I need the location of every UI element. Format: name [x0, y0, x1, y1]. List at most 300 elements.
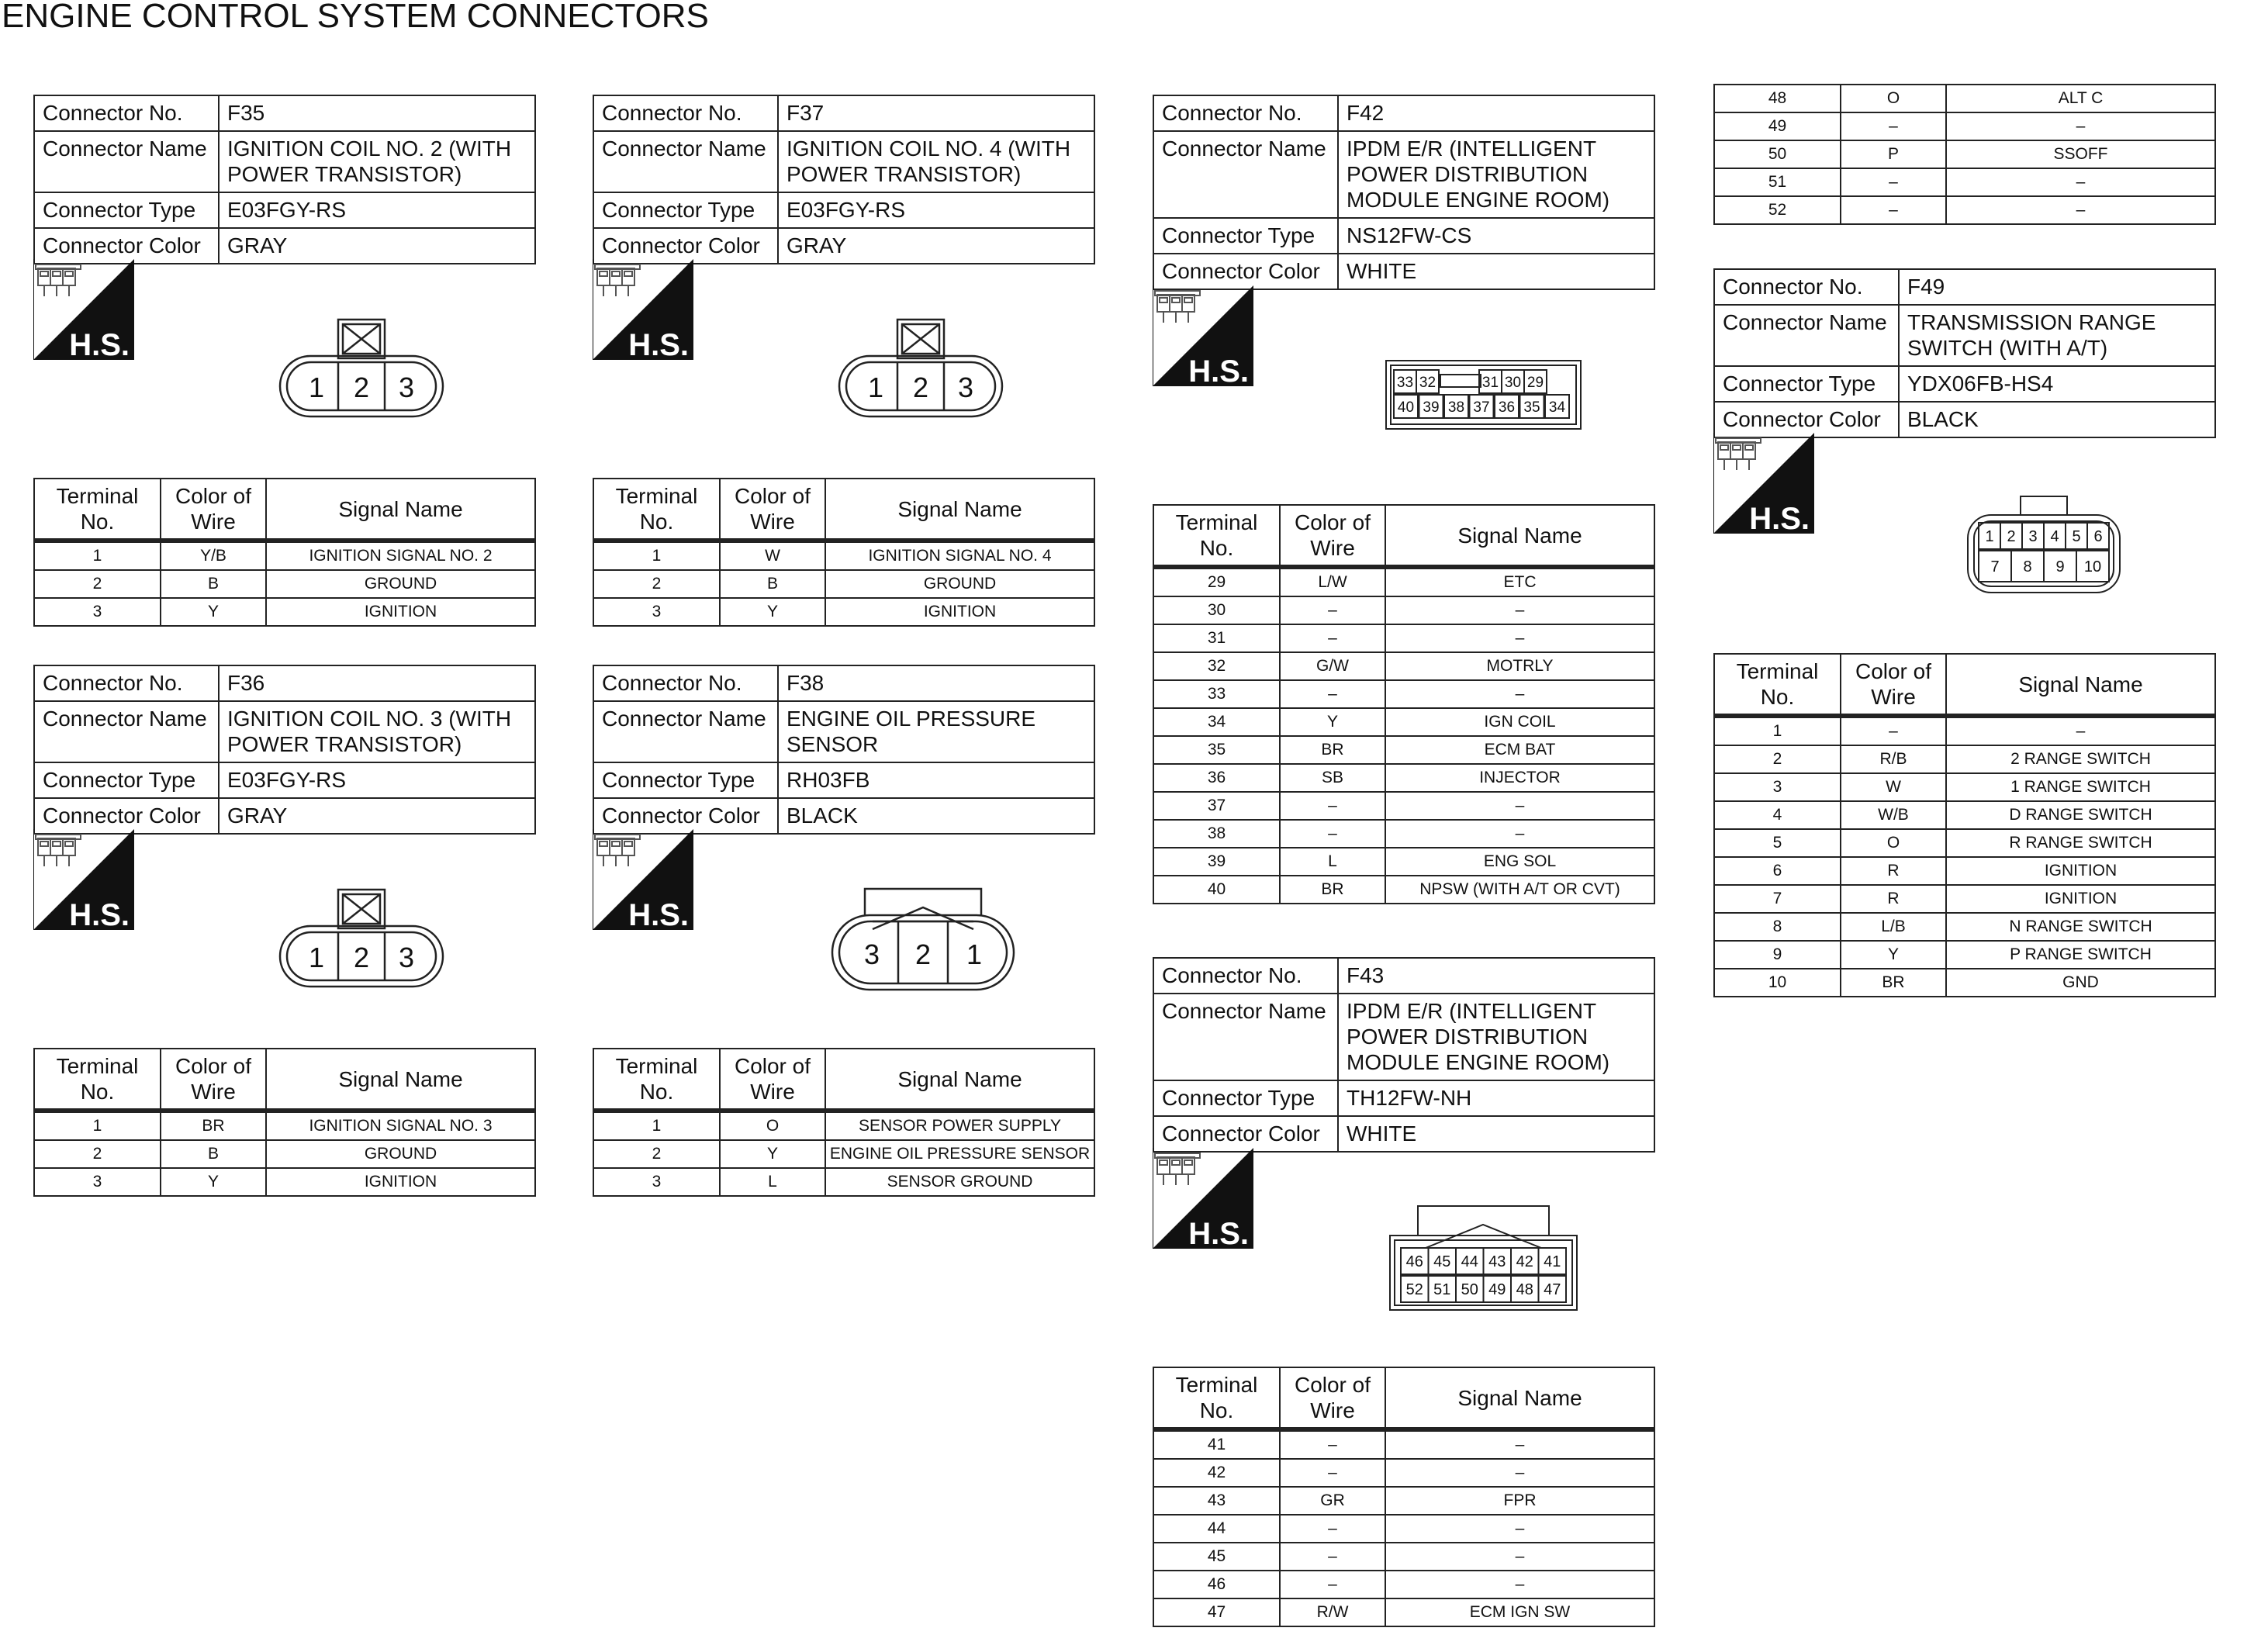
hs-icon [1153, 285, 1253, 386]
signal-name: 2 RANGE SWITCH [1946, 745, 2215, 773]
signal-name: SENSOR POWER SUPPLY [825, 1111, 1094, 1140]
signal-name: ENG SOL [1385, 848, 1654, 876]
connector-type-value: TH12FW-NH [1338, 1080, 1654, 1116]
connector-name-label: Connector Name [34, 131, 219, 192]
terminal-no: 32 [1153, 652, 1280, 680]
wire-color: – [1841, 716, 1946, 745]
pin-label: 3 [398, 372, 415, 403]
pin-label: 3 [398, 942, 415, 973]
connector-name-label: Connector Name [1714, 305, 1899, 366]
terminal-row [593, 1168, 1094, 1196]
wire-color: B [720, 570, 825, 598]
connector-diagram-f49 [1966, 493, 2121, 594]
connector-type-label: Connector Type [593, 762, 778, 798]
connector-info-table [593, 665, 1095, 835]
pin-label: 31 [1481, 375, 1499, 391]
terminal-row [1714, 941, 2215, 969]
connector-color-row [1153, 254, 1654, 289]
terminal-no: 52 [1714, 196, 1841, 224]
pin-label: 1 [867, 372, 884, 403]
connector-color-label: Connector Color [593, 228, 778, 264]
wire-color: – [1280, 1515, 1385, 1543]
signal-name: – [1385, 1543, 1654, 1571]
pin-label: 41 [1544, 1253, 1561, 1270]
terminal-no: 37 [1153, 792, 1280, 820]
terminal-row [34, 1168, 535, 1196]
hs-icon [33, 259, 134, 360]
terminal-no: 3 [593, 1168, 720, 1196]
wire-color: W [720, 541, 825, 570]
wire-color: Y [720, 598, 825, 626]
connector-diagram-f43 [1388, 1204, 1578, 1313]
signal-name: IGNITION [266, 1168, 535, 1196]
hs-icon [593, 259, 693, 360]
wire-color: BR [1841, 969, 1946, 997]
terminal-table [593, 478, 1095, 627]
terminal-no: 3 [34, 598, 161, 626]
signal-name: R RANGE SWITCH [1946, 829, 2215, 857]
wire-color: Y [161, 598, 266, 626]
terminal-table [1713, 653, 2216, 997]
wire-color: – [1280, 820, 1385, 848]
connector-no-row [1153, 95, 1654, 131]
connector-name-row [593, 701, 1094, 762]
signal-name-header: Signal Name [266, 479, 535, 541]
signal-name: – [1385, 1515, 1654, 1543]
pin-label: 6 [2093, 528, 2103, 545]
connector-type-row [1153, 218, 1654, 254]
connector-info-f35 [33, 95, 536, 264]
connector-diagram-f42 [1385, 359, 1582, 430]
terminal-no: 46 [1153, 1571, 1280, 1598]
connector-no-row [593, 665, 1094, 701]
wire-color-header: Color of Wire [1280, 1367, 1385, 1429]
terminal-table [1153, 1367, 1655, 1627]
wire-color: O [1841, 829, 1946, 857]
terminal-no: 36 [1153, 764, 1280, 792]
signal-name: IGNITION [825, 598, 1094, 626]
connector-type-value: E03FGY-RS [219, 192, 535, 228]
signal-name-header: Signal Name [1385, 1367, 1654, 1429]
terminal-no: 1 [1714, 716, 1841, 745]
terminal-table [1153, 504, 1655, 904]
signal-name: – [1946, 112, 2215, 140]
terminal-no: 48 [1714, 85, 1841, 112]
connector-no-row [1714, 269, 2215, 305]
signal-name: 1 RANGE SWITCH [1946, 773, 2215, 801]
pin-label: 35 [1523, 399, 1540, 416]
pin-label: 2 [2007, 528, 2016, 545]
pin-label: 52 [1405, 1281, 1423, 1298]
terminal-no: 43 [1153, 1487, 1280, 1515]
connector-info-table [593, 95, 1095, 264]
connector-info-table [33, 95, 536, 264]
terminal-row [34, 570, 535, 598]
terminal-no: 39 [1153, 848, 1280, 876]
connector-no-label: Connector No. [1153, 95, 1338, 131]
terminal-row [1153, 596, 1654, 624]
hs-label: H.S. [628, 898, 689, 930]
terminal-row [593, 541, 1094, 570]
terminal-no: 1 [593, 1111, 720, 1140]
signal-name: ALT C [1946, 85, 2215, 112]
connector-color-value: BLACK [1899, 402, 2215, 437]
pin-label: 1 [308, 942, 325, 973]
connector-no-value: F38 [778, 665, 1094, 701]
connector-color-label: Connector Color [1153, 1116, 1338, 1152]
wire-color: P [1841, 140, 1946, 168]
connector-no-label: Connector No. [1714, 269, 1899, 305]
connector-no-value: F37 [778, 95, 1094, 131]
hs-icon [1153, 1148, 1253, 1249]
terminal-no: 45 [1153, 1543, 1280, 1571]
connector-no-label: Connector No. [593, 95, 778, 131]
pin-label: 3 [863, 938, 880, 970]
pin-label: 44 [1461, 1253, 1478, 1270]
page-title: ENGINE CONTROL SYSTEM CONNECTORS [2, 0, 709, 35]
terminal-no: 1 [34, 541, 161, 570]
terminal-row [1153, 1571, 1654, 1598]
pin-label: 2 [912, 372, 929, 403]
wire-color: – [1280, 596, 1385, 624]
terminal-no: 5 [1714, 829, 1841, 857]
connector-no-value: F35 [219, 95, 535, 131]
terminal-table-f36 [33, 1048, 534, 1197]
pin-label: 5 [2072, 528, 2081, 545]
connector-type-row [34, 762, 535, 798]
terminal-table-f43-continued [1713, 84, 2214, 225]
signal-name: SENSOR GROUND [825, 1168, 1094, 1196]
signal-name: – [1385, 792, 1654, 820]
connector-diagram-f35 [276, 313, 447, 422]
terminal-row [1714, 801, 2215, 829]
terminal-no: 3 [1714, 773, 1841, 801]
terminal-row [1153, 876, 1654, 904]
connector-type-row [1714, 366, 2215, 402]
hs-icon [593, 829, 693, 930]
connector-name-label: Connector Name [1153, 131, 1338, 218]
connector-color-value: WHITE [1338, 1116, 1654, 1152]
connector-name-row [34, 131, 535, 192]
terminal-row [1153, 848, 1654, 876]
wire-color: – [1280, 792, 1385, 820]
connector-name-label: Connector Name [1153, 994, 1338, 1080]
hs-icon [33, 829, 134, 930]
connector-no-value: F49 [1899, 269, 2215, 305]
wire-color-header: Color of Wire [720, 1049, 825, 1111]
connector-color-label: Connector Color [1714, 402, 1899, 437]
connector-no-label: Connector No. [34, 665, 219, 701]
hs-label: H.S. [1188, 354, 1249, 386]
connector-name-row [1714, 305, 2215, 366]
signal-name: INJECTOR [1385, 764, 1654, 792]
signal-name: P RANGE SWITCH [1946, 941, 2215, 969]
terminal-row [1714, 829, 2215, 857]
terminal-table-header [34, 479, 535, 541]
terminal-row [593, 1140, 1094, 1168]
terminal-no: 6 [1714, 857, 1841, 885]
wire-color: R/B [1841, 745, 1946, 773]
terminal-no: 51 [1714, 168, 1841, 196]
wire-color: Y [1841, 941, 1946, 969]
terminal-no: 2 [1714, 745, 1841, 773]
pin-label: 48 [1516, 1281, 1533, 1298]
terminal-no: 34 [1153, 708, 1280, 736]
terminal-no: 3 [34, 1168, 161, 1196]
terminal-no: 38 [1153, 820, 1280, 848]
terminal-row [1153, 764, 1654, 792]
terminal-no: 3 [593, 598, 720, 626]
terminal-table-f49 [1713, 653, 2214, 997]
wire-color: GR [1280, 1487, 1385, 1515]
terminal-no: 29 [1153, 567, 1280, 596]
wire-color: L [720, 1168, 825, 1196]
terminal-row [1153, 792, 1654, 820]
wire-color: Y [1280, 708, 1385, 736]
connector-type-label: Connector Type [1714, 366, 1899, 402]
connector-color-value: GRAY [778, 228, 1094, 264]
terminal-row [1153, 567, 1654, 596]
terminal-row [1153, 1515, 1654, 1543]
pin-label: 7 [1990, 558, 2000, 575]
signal-name: – [1385, 1429, 1654, 1459]
terminal-no: 30 [1153, 596, 1280, 624]
connector-type-row [34, 192, 535, 228]
signal-name: GROUND [266, 1140, 535, 1168]
signal-name: – [1946, 168, 2215, 196]
signal-name: GROUND [266, 570, 535, 598]
connector-info-f43 [1153, 957, 1655, 1153]
terminal-row [1153, 1429, 1654, 1459]
pin-label: 29 [1526, 375, 1544, 391]
terminal-no: 35 [1153, 736, 1280, 764]
connector-name-value: IPDM E/R (INTELLIGENT POWER DISTRIBUTION MODULE ENGINE ROOM) [1338, 131, 1654, 218]
connector-name-value: ENGINE OIL PRESSURE SENSOR [778, 701, 1094, 762]
wire-color: R [1841, 885, 1946, 913]
connector-type-row [1153, 1080, 1654, 1116]
wire-color: L/W [1280, 567, 1385, 596]
pin-label: 32 [1419, 375, 1436, 391]
terminal-table-f37 [593, 478, 1094, 627]
terminal-row [34, 1140, 535, 1168]
hs-label: H.S. [69, 898, 130, 930]
terminal-no-header: Terminal No. [34, 1049, 161, 1111]
connector-no-row [1153, 958, 1654, 994]
terminal-no-header: Terminal No. [593, 479, 720, 541]
pin-label: 45 [1433, 1253, 1451, 1270]
terminal-no: 2 [34, 1140, 161, 1168]
wire-color: Y [161, 1168, 266, 1196]
wire-color: BR [1280, 876, 1385, 904]
signal-name: ENGINE OIL PRESSURE SENSOR [825, 1140, 1094, 1168]
wire-color: – [1280, 1543, 1385, 1571]
terminal-row [34, 598, 535, 626]
terminal-no: 10 [1714, 969, 1841, 997]
pin-label: 38 [1447, 399, 1465, 416]
terminal-row [1153, 624, 1654, 652]
terminal-no-header: Terminal No. [1714, 654, 1841, 716]
connector-name-row [1153, 994, 1654, 1080]
connector-info-f37 [593, 95, 1095, 264]
pin-label: 2 [914, 938, 932, 970]
wire-color: – [1280, 680, 1385, 708]
connector-info-table [33, 665, 536, 835]
terminal-no: 8 [1714, 913, 1841, 941]
connector-name-row [1153, 131, 1654, 218]
signal-name: – [1385, 820, 1654, 848]
wire-color: Y [720, 1140, 825, 1168]
wire-color: – [1280, 624, 1385, 652]
pin-label: 1 [1985, 528, 1994, 545]
terminal-row [1153, 652, 1654, 680]
pin-label: 3 [957, 372, 974, 403]
signal-name: – [1385, 1571, 1654, 1598]
terminal-no: 44 [1153, 1515, 1280, 1543]
signal-name: IGNITION SIGNAL NO. 2 [266, 541, 535, 570]
pin-label: 36 [1498, 399, 1516, 416]
signal-name: IGN COIL [1385, 708, 1654, 736]
terminal-table-f43 [1153, 1367, 1654, 1627]
hs-label: H.S. [1188, 1217, 1249, 1249]
terminal-row [1714, 773, 2215, 801]
terminal-row [1714, 140, 2215, 168]
connector-color-label: Connector Color [34, 798, 219, 834]
signal-name: MOTRLY [1385, 652, 1654, 680]
connector-type-label: Connector Type [593, 192, 778, 228]
terminal-no: 1 [593, 541, 720, 570]
connector-no-value: F36 [219, 665, 535, 701]
connector-type-label: Connector Type [1153, 1080, 1338, 1116]
connector-name-value: TRANSMISSION RANGE SWITCH (WITH A/T) [1899, 305, 2215, 366]
hs-icon [1713, 433, 1814, 534]
wire-color: BR [161, 1111, 266, 1140]
terminal-row [1153, 1487, 1654, 1515]
terminal-no: 42 [1153, 1459, 1280, 1487]
pin-label: 8 [2023, 558, 2032, 575]
connector-type-label: Connector Type [34, 192, 219, 228]
terminal-no: 1 [34, 1111, 161, 1140]
terminal-table [33, 478, 536, 627]
wire-color: – [1280, 1459, 1385, 1487]
wire-color: – [1280, 1571, 1385, 1598]
signal-name-header: Signal Name [1946, 654, 2215, 716]
connector-no-value: F43 [1338, 958, 1654, 994]
connector-no-row [593, 95, 1094, 131]
signal-name: – [1385, 1459, 1654, 1487]
terminal-table-header [34, 1049, 535, 1111]
terminal-row [34, 541, 535, 570]
wire-color: W/B [1841, 801, 1946, 829]
connector-type-row [593, 762, 1094, 798]
terminal-table [1713, 84, 2216, 225]
connector-type-value: YDX06FB-HS4 [1899, 366, 2215, 402]
terminal-row [1153, 820, 1654, 848]
connector-name-label: Connector Name [34, 701, 219, 762]
terminal-row [34, 1111, 535, 1140]
pin-label: 39 [1423, 399, 1440, 416]
terminal-row [1153, 1459, 1654, 1487]
signal-name-header: Signal Name [825, 1049, 1094, 1111]
pin-label: 43 [1488, 1253, 1506, 1270]
pin-label: 50 [1461, 1281, 1478, 1298]
terminal-no: 31 [1153, 624, 1280, 652]
wire-color-header: Color of Wire [720, 479, 825, 541]
connector-type-label: Connector Type [1153, 218, 1338, 254]
wire-color: – [1841, 196, 1946, 224]
pin-label: 2 [353, 372, 370, 403]
terminal-table-header [1153, 505, 1654, 567]
signal-name: – [1385, 596, 1654, 624]
pin-label: 46 [1405, 1253, 1423, 1270]
terminal-row [1714, 969, 2215, 997]
connector-info-f42 [1153, 95, 1655, 290]
terminal-table [33, 1048, 536, 1197]
connector-type-value: E03FGY-RS [219, 762, 535, 798]
signal-name: FPR [1385, 1487, 1654, 1515]
wire-color: – [1841, 168, 1946, 196]
connector-info-table [1153, 957, 1655, 1153]
pin-label: 51 [1433, 1281, 1451, 1298]
signal-name-header: Signal Name [266, 1049, 535, 1111]
signal-name: – [1385, 624, 1654, 652]
connector-name-value: IGNITION COIL NO. 4 (WITH POWER TRANSISTOR) [778, 131, 1094, 192]
wire-color-header: Color of Wire [161, 479, 266, 541]
terminal-row [1153, 708, 1654, 736]
terminal-no-header: Terminal No. [1153, 1367, 1280, 1429]
pin-label: 49 [1488, 1281, 1506, 1298]
pin-label: 9 [2055, 558, 2065, 575]
connector-color-value: WHITE [1338, 254, 1654, 289]
terminal-no: 41 [1153, 1429, 1280, 1459]
terminal-row [1714, 885, 2215, 913]
terminal-row [593, 570, 1094, 598]
connector-no-label: Connector No. [34, 95, 219, 131]
terminal-no: 40 [1153, 876, 1280, 904]
signal-name: – [1946, 196, 2215, 224]
pin-label: 30 [1504, 375, 1522, 391]
wire-color: L/B [1841, 913, 1946, 941]
connector-info-f49 [1713, 268, 2216, 438]
wire-color: BR [1280, 736, 1385, 764]
signal-name: – [1385, 680, 1654, 708]
terminal-no: 9 [1714, 941, 1841, 969]
connector-no-label: Connector No. [593, 665, 778, 701]
connector-info-table [1713, 268, 2216, 438]
connector-color-value: GRAY [219, 228, 535, 264]
connector-diagram-f36 [276, 883, 447, 992]
wire-color: SB [1280, 764, 1385, 792]
terminal-table-header [593, 479, 1094, 541]
pin-label: 37 [1473, 399, 1490, 416]
connector-color-value: GRAY [219, 798, 535, 834]
pin-label: 3 [2028, 528, 2038, 545]
terminal-no-header: Terminal No. [1153, 505, 1280, 567]
connector-color-label: Connector Color [34, 228, 219, 264]
signal-name: N RANGE SWITCH [1946, 913, 2215, 941]
wire-color: B [161, 570, 266, 598]
connector-name-label: Connector Name [593, 701, 778, 762]
connector-info-f38 [593, 665, 1095, 835]
connector-name-value: IGNITION COIL NO. 3 (WITH POWER TRANSISTOR) [219, 701, 535, 762]
connector-info-table [1153, 95, 1655, 290]
connector-name-value: IPDM E/R (INTELLIGENT POWER DISTRIBUTION MODULE ENGINE ROOM) [1338, 994, 1654, 1080]
connector-info-f36 [33, 665, 536, 835]
pin-label: 1 [308, 372, 325, 403]
signal-name: ECM BAT [1385, 736, 1654, 764]
terminal-row [1714, 913, 2215, 941]
connector-type-value: E03FGY-RS [778, 192, 1094, 228]
connector-type-value: RH03FB [778, 762, 1094, 798]
